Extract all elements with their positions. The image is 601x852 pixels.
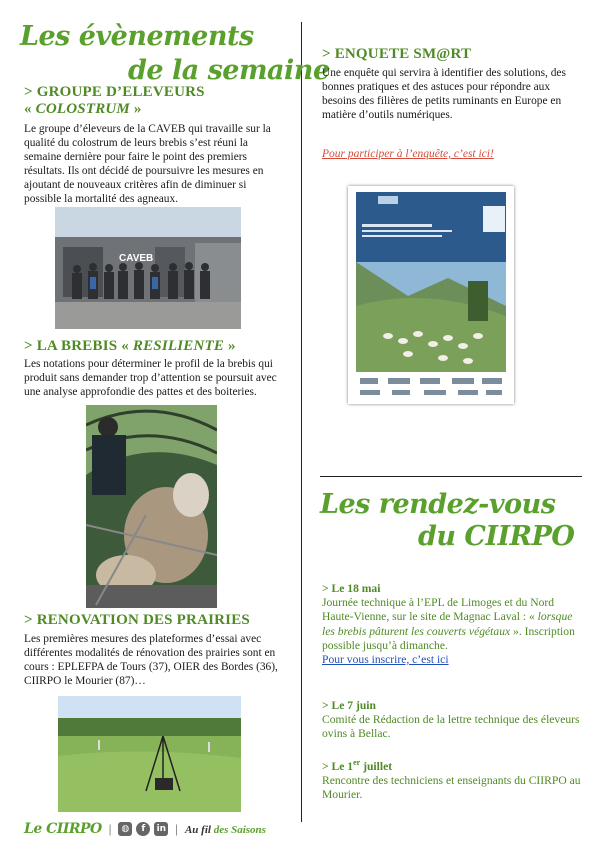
section-text: Les notations pour déterminer le profil de la brebis qui produit sans demander trop d’attention se poursuit avec une analyse approfondie des pattes et des boiteries. <box>24 358 277 398</box>
event-18-mai <box>322 582 584 667</box>
facebook-icon[interactable]: f <box>136 822 150 836</box>
section-title: > GROUPE D’ELEVEURS « COLOSTRUM » <box>24 84 205 117</box>
section-resiliente <box>24 338 286 399</box>
register-link[interactable]: Pour vous inscrire, c’est ici <box>322 653 449 667</box>
event-text: Rencontre des techniciens et enseignants du CIIRPO au Mourier. <box>322 774 581 802</box>
survey-link[interactable]: Pour participer à l’enquête, c’est ici! <box>322 148 494 160</box>
left-heading-line2: de la semaine <box>128 55 330 86</box>
section-colostrum <box>24 84 286 206</box>
section-divider <box>320 476 582 477</box>
event-date: > Le 7 juin <box>322 699 376 712</box>
event-text: Comité de Rédaction de la lettre technique des éleveurs ovins à Bellac. <box>322 713 580 741</box>
section-title: > LA BREBIS « RESILIENTE » <box>24 338 236 354</box>
event-text: Journée technique à l’EPL de Limoges et du Nord Haute-Vienne, sur le site de Magnac Laval : « lorsque les brebis pâturent les couverts végétaux ». Inscription possible jusqu’à dimanche. <box>322 596 575 652</box>
group-photo <box>55 207 241 329</box>
caveb-sign: CAVEB <box>119 253 154 264</box>
linkedin-icon[interactable]: in <box>154 822 168 836</box>
left-heading-line1: Les évènements <box>20 21 254 52</box>
event-7-juin <box>322 699 584 742</box>
footer <box>24 820 266 838</box>
section-text: Les premières mesures des plateformes d’essai avec différentes modalités de rénovation des prairies sont en cours : EPLEFPA de Tours (37), OIER des Bordes (36), CIIRPO le Mourier (87)… <box>24 633 278 687</box>
website-icon[interactable]: ◍ <box>118 822 132 836</box>
footer-separator: | <box>108 821 112 836</box>
event-1-juillet <box>322 756 584 802</box>
right-heading-line2: du CIIRPO <box>418 521 575 552</box>
right-heading-line1: Les rendez-vous <box>320 489 556 520</box>
section-text: Le groupe d’éleveurs de la CAVEB qui travaille sur la qualité du colostrum de leurs brebis s’est réuni la semaine dernière pour faire le point des premiers résultats. Ils ont décidé de poursuivre les mesures en ajoutant de nouveaux critères afin de diminuer si possible la mortalité des agneaux. <box>24 123 271 205</box>
footer-separator: | <box>175 821 178 836</box>
column-divider <box>301 22 302 822</box>
section-enquete <box>322 46 584 162</box>
section-prairies <box>24 612 286 688</box>
event-date: > Le 18 mai <box>322 582 381 595</box>
section-title: > ENQUETE SM@RT <box>322 46 472 62</box>
footer-tagline: Au fil des Saisons <box>184 824 266 836</box>
section-text: Une enquête qui servira à identifier des solutions, des bonnes pratiques et des astuces pour répondre aux besoins des filières de petits ruminants en Europe en matière d’outils numériques. <box>322 67 566 121</box>
meadow-photo <box>58 696 241 812</box>
footer-logo: Le CIIRPO <box>24 821 102 837</box>
sheep-handling-photo <box>86 405 217 608</box>
section-title: > RENOVATION DES PRAIRIES <box>24 612 250 628</box>
event-date: > Le 1er juillet <box>322 758 393 773</box>
brochure-image <box>348 186 514 404</box>
